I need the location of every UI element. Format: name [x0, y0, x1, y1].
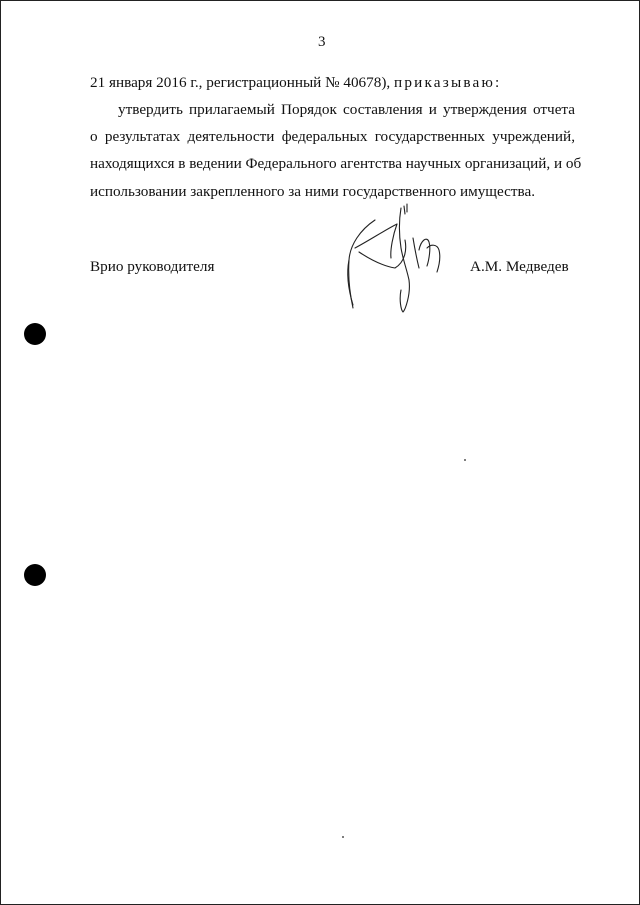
- punch-hole-bottom: [24, 564, 46, 586]
- scan-speck: [342, 836, 344, 838]
- handwritten-signature: [335, 200, 455, 320]
- paragraph-line-1: утвердить прилагаемый Порядок составления и утверждения отчета: [118, 101, 575, 118]
- order-word: приказываю: [394, 74, 495, 91]
- paragraph-line-2: о результатах деятельности федеральных государственных учреждений,: [90, 128, 575, 145]
- intro-text: 21 января 2016 г., регистрационный № 40678),: [90, 74, 394, 91]
- signatory-name: А.М. Медведев: [470, 258, 569, 275]
- intro-line: [90, 73, 499, 93]
- paragraph-line-3: находящихся в ведении Федерального агентства научных организаций, и об: [90, 155, 582, 172]
- position-title: Врио руководителя: [90, 258, 215, 275]
- scan-speck: [464, 459, 466, 461]
- page-number: 3: [318, 34, 326, 50]
- punch-hole-top: [24, 323, 46, 345]
- paragraph-line-4: использовании закрепленного за ними государственного имущества.: [90, 183, 535, 200]
- intro-colon: :: [495, 74, 500, 91]
